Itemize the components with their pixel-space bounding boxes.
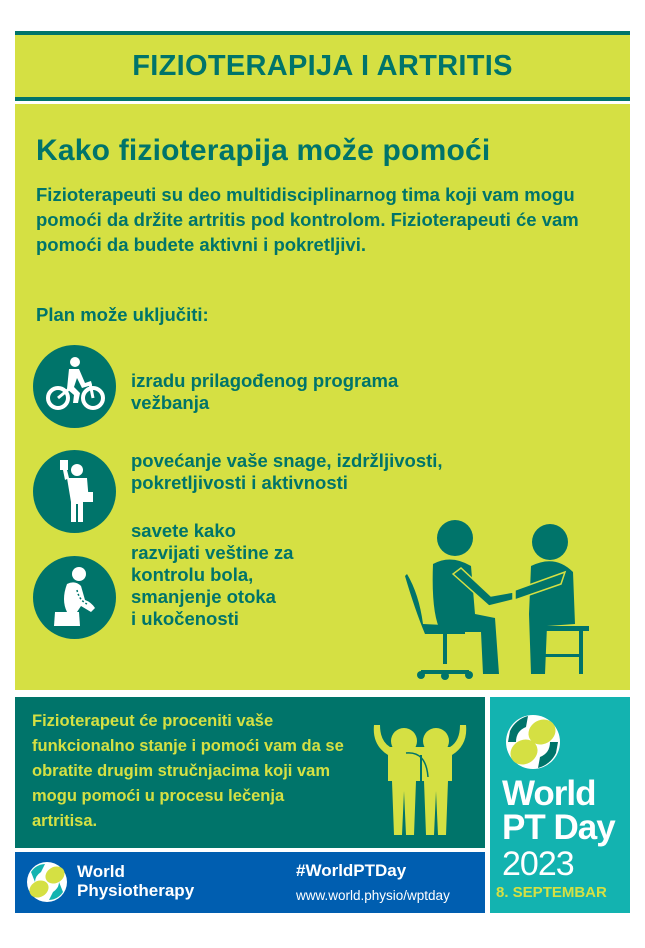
event-year: 2023 [502,845,574,883]
section-heading: Kako fizioterapija može pomoći [36,134,491,167]
therapist-consultation-icon [395,514,615,684]
plan-item-2: povećanje vaše snage, izdržljivosti, pokretljivosti i aktivnosti [131,450,443,493]
two-people-celebrating-icon [370,711,470,839]
world-physiotherapy-footer [15,852,485,913]
cyclist-icon [33,345,116,428]
title-bar [15,31,630,101]
main-panel [15,104,630,690]
assessment-text: Fizioterapeut će proceniti vaše funkcionalno stanje i pomoći vam da se obratite drugim stručnjacima koji vam mogu pomoći u procesu lečenja artritisa. [32,712,344,830]
hashtag: #WorldPTDay [296,861,407,880]
world-physiotherapy-logo-icon [25,860,69,904]
world-pt-day-title: World PT Day [502,774,615,847]
world-pt-day-badge [490,697,630,913]
event-date: 8. SEPTEMBAR [496,884,607,901]
seated-pain-icon [33,556,116,639]
plan-label: Plan može uključiti: [36,304,209,325]
intro-text: Fizioterapeuti su deo multidisciplinarnog tima koji vam mogu pomoći da držite artritis pod kontrolom. Fizioterapeuti će vam pomoći da budete aktivni i pokretljivi. [36,184,579,255]
assessment-box [15,697,485,848]
website-link[interactable]: www.world.physio/wptday [296,888,450,903]
dumbbell-exercise-icon [33,450,116,533]
world-physiotherapy-wordmark: World Physiotherapy [77,862,195,900]
page-title: FIZIOTERAPIJA I ARTRITIS [132,49,513,82]
world-pt-day-logo-icon [504,713,562,771]
plan-item-3: savete kako razvijati veštine za kontrolu bola, smanjenje otoka i ukočenosti [131,520,294,629]
plan-item-1: izradu prilagođenog programa vežbanja [131,370,399,413]
